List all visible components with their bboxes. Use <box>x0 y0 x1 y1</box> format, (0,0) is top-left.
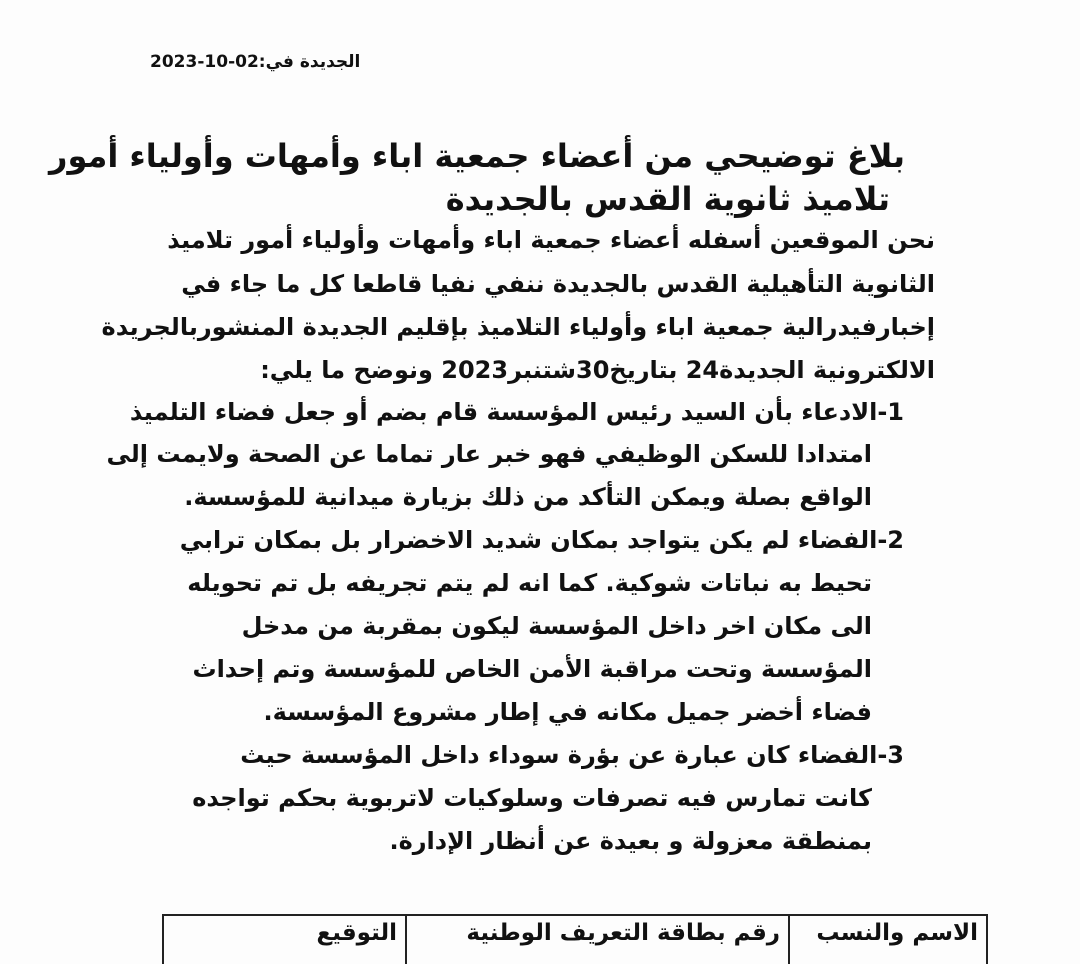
point-2-first-line: 2-الفضاء لم يكن يتواجد بمكان شديد الاخضرار بل بمكان ترابي <box>179 526 904 554</box>
intro-line-4: الالكترونية الجديدة24 بتاريخ30شتنبر2023 ونوضح ما يلي: <box>260 356 935 384</box>
date-line: الجديدة في:02-10-2023 <box>150 52 361 72</box>
header-id-card-cell: رقم بطاقة التعريف الوطنية <box>406 915 789 964</box>
title-line-1: بلاغ توضيحي من أعضاء جمعية اباء وأمهات وأولياء أمور <box>49 137 905 175</box>
header-name-cell: الاسم والنسب <box>789 915 987 964</box>
point-3-first-line: 3-الفضاء كان عبارة عن بؤرة سوداء داخل المؤسسة حيث <box>240 741 904 769</box>
point-2-line-3: الى مكان اخر داخل المؤسسة ليكون بمقربة من مدخل <box>241 612 872 640</box>
intro-line-2: الثانوية التأهيلية القدس بالجديدة ننفي نفيا قاطعا كل ما جاء في <box>181 270 935 298</box>
point-3-line-3: بمنطقة معزولة و بعيدة عن أنظار الإدارة. <box>389 827 872 855</box>
intro-line-3: إخبارفيدرالية جمعية اباء وأولياء التلاميذ بإقليم الجديدة المنشوربالجريدة <box>101 313 935 341</box>
header-signature-cell: التوقيع <box>163 915 406 964</box>
point-1-first-line: 1-الادعاء بأن السيد رئيس المؤسسة قام بضم أو جعل فضاء التلميذ <box>129 398 904 426</box>
point-1-line-2: امتدادا للسكن الوظيفي فهو خبر عار تماما عن الصحة ولايمت إلى <box>106 440 872 468</box>
intro-line-1: نحن الموقعين أسفله أعضاء جمعية اباء وأمهات وأولياء أمور تلاميذ <box>167 226 935 254</box>
point-1-line-3: الواقع بصلة ويمكن التأكد من ذلك بزيارة ميدانية للمؤسسة. <box>184 483 872 511</box>
point-3-line-2: كانت تمارس فيه تصرفات وسلوكيات لاتربوية بحكم تواجده <box>192 784 872 812</box>
point-2-line-4: المؤسسة وتحت مراقبة الأمن الخاص للمؤسسة وتم إحداث <box>192 655 872 683</box>
point-2-line-2: تحيط به نباتات شوكية. كما انه لم يتم تجريفه بل تم تحويله <box>187 569 872 597</box>
signature-table <box>162 914 988 964</box>
title-line-2: تلاميذ ثانوية القدس بالجديدة <box>445 180 890 218</box>
point-2-line-5: فضاء أخضر جميل مكانه في إطار مشروع المؤسسة. <box>263 698 872 726</box>
signature-table-header-row <box>163 915 987 964</box>
